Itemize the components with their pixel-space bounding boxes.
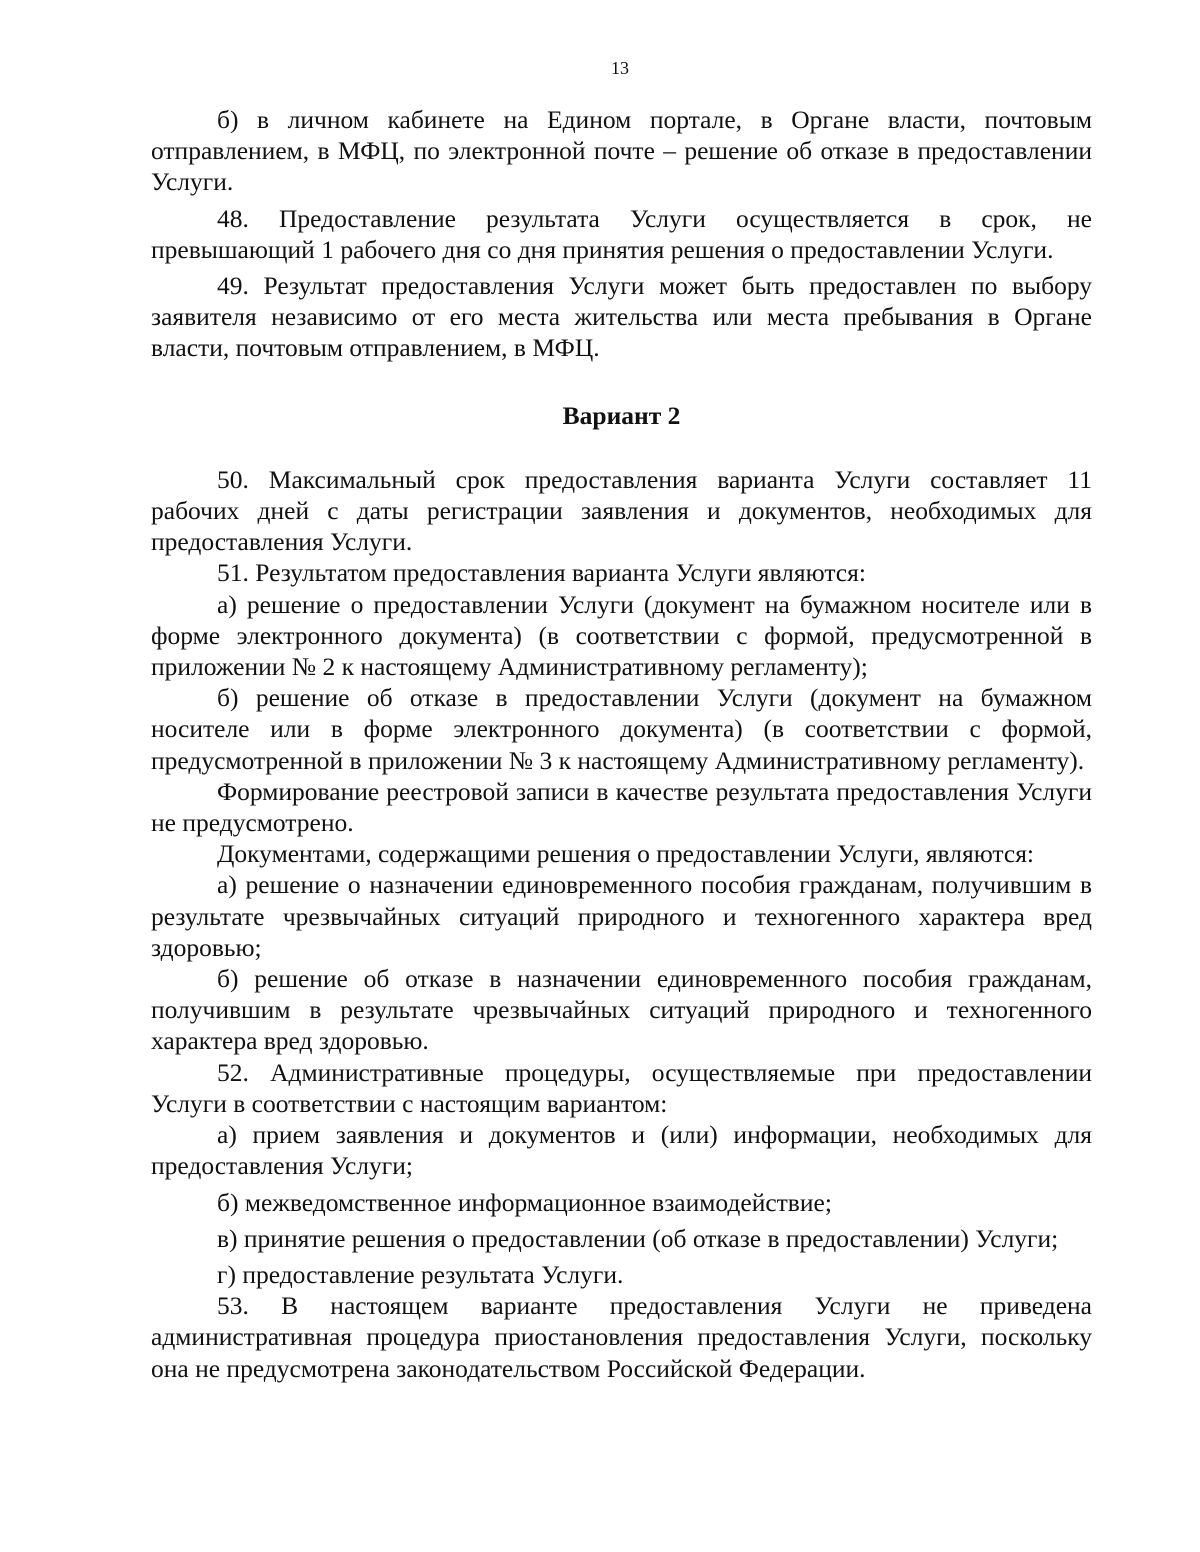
- paragraph-48: 48. Предоставление результата Услуги осуществляется в срок, не превышающий 1 рабочего дня со дня принятия решения о предоставлении Услуги.: [151, 203, 1092, 264]
- paragraph-51-item-a: а) решение о предоставлении Услуги (документ на бумажном носителе или в форме электронного документа) (в соответствии с формой, предусмотренной в приложении № 2 к настоящему Административному регламенту);: [151, 589, 1092, 682]
- paragraph-52-item-d: г) предоставление результата Услуги.: [217, 1259, 624, 1289]
- paragraph-decision-item-b: б) решение об отказе в назначении единовременного пособия гражданам, получившим в результате чрезвычайных ситуаций природного и техногенного характера вред здоровью.: [151, 964, 1092, 1056]
- paragraph-49: 49. Результат предоставления Услуги может быть предоставлен по выбору заявителя независимо от его места жительства или места пребывания в Органе власти, почтовым отправлением, в МФЦ.: [151, 271, 1092, 363]
- document-body: [151, 104, 1092, 1384]
- paragraph-52: 52. Административные процедуры, осуществляемые при предоставлении Услуги в соответствии с настоящим вариантом:: [151, 1057, 1092, 1118]
- paragraph-52-item-b: б) межведомственное информационное взаимодействие;: [217, 1187, 832, 1217]
- paragraph-decision-item-a: а) решение о назначении единовременного пособия гражданам, получившим в результате чрезвычайных ситуаций природного и техногенного характера вред здоровью;: [151, 870, 1092, 962]
- paragraph-52-item-c: в) принятие решения о предоставлении (об отказе в предоставлении) Услуги;: [217, 1223, 1059, 1253]
- page-number: 13: [611, 58, 629, 78]
- paragraph-51-item-b: б) решение об отказе в предоставлении Услуги (документ на бумажном носителе или в форме электронного документа) (в соответствии с формой, предусмотренной в приложении № 3 к настоящему Административному регламенту).: [151, 683, 1092, 775]
- paragraph-51: 51. Результатом предоставления варианта Услуги являются:: [217, 558, 866, 588]
- section-heading: Вариант 2: [562, 400, 681, 430]
- paragraph-registry-note: Формирование реестровой записи в качестве результата предоставления Услуги не предусмотрено.: [151, 776, 1092, 838]
- paragraph-decision-documents: Документами, содержащими решения о предоставлении Услуги, являются:: [217, 839, 1035, 869]
- paragraph-item-b-cabinet: б) в личном кабинете на Едином портале, в Органе власти, почтовым отправлением, в МФЦ, по электронной почте – решение об отказе в предоставлении Услуги.: [151, 105, 1092, 197]
- paragraph-53: 53. В настоящем варианте предоставления Услуги не приведена административная процедура приостановления предоставления Услуги, поскольку она не предусмотрена законодательством Российской Федерации.: [151, 1291, 1092, 1383]
- paragraph-52-item-a: а) прием заявления и документов и (или) информации, необходимых для предоставления Услуги;: [151, 1120, 1092, 1181]
- paragraph-50: 50. Максимальный срок предоставления варианта Услуги составляет 11 рабочих дней с даты регистрации заявления и документов, необходимых для предоставления Услуги.: [151, 464, 1092, 557]
